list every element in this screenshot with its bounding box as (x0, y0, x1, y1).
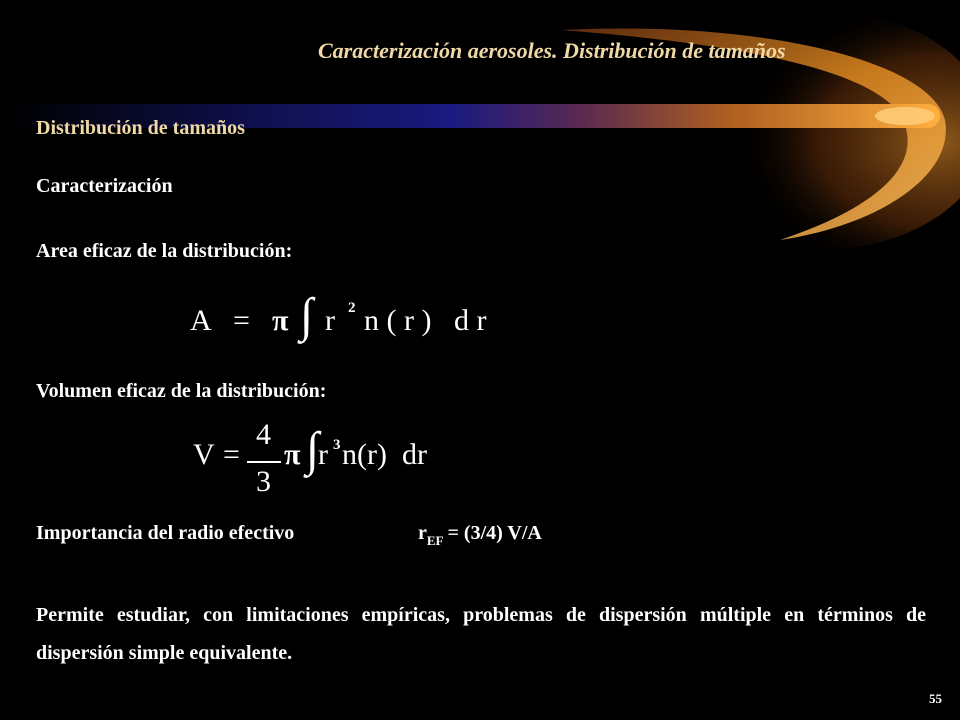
area-integrand: n ( r ) d r (364, 304, 487, 337)
area-pi-symbol: π (272, 304, 289, 337)
volume-equals: = (223, 438, 240, 471)
slide-title: Caracterización aerosoles. Distribución de tamaños (318, 38, 786, 63)
page-number: 55 (929, 691, 942, 706)
volume-r: r (318, 438, 328, 471)
effective-radius-r: r (418, 522, 427, 544)
effective-radius-expression: = (3/4) V/A (447, 522, 542, 544)
caracterizacion-heading: Caracterización (36, 175, 173, 197)
fraction-bar (247, 461, 281, 463)
area-label: Area eficaz de la distribución: (36, 240, 293, 262)
volume-pi-symbol: π (284, 438, 301, 471)
volume-integral-symbol: ∫ (306, 423, 320, 476)
area-exponent: 2 (348, 300, 356, 316)
volume-exponent: 3 (333, 437, 341, 453)
area-integral-symbol: ∫ (300, 289, 314, 342)
conclusion-paragraph: Permite estudiar, con limitaciones empíricas, problemas de dispersión múltiple en términos de dispersión simple equivalente. (36, 604, 926, 664)
volume-integrand: n(r) dr (342, 438, 427, 471)
area-r: r (325, 304, 335, 337)
area-lhs: A (190, 304, 212, 337)
fraction-denominator: 3 (256, 465, 271, 498)
volume-lhs: V (193, 438, 215, 471)
area-equals: = (233, 304, 250, 337)
importancia-label: Importancia del radio efectivo (36, 522, 295, 544)
volumen-label: Volumen eficaz de la distribución: (36, 380, 327, 402)
fraction-numerator: 4 (256, 418, 271, 451)
effective-radius-formula (418, 522, 542, 548)
effective-radius-subscript: EF (426, 533, 444, 548)
section-subtitle: Distribución de tamaños (36, 117, 245, 139)
